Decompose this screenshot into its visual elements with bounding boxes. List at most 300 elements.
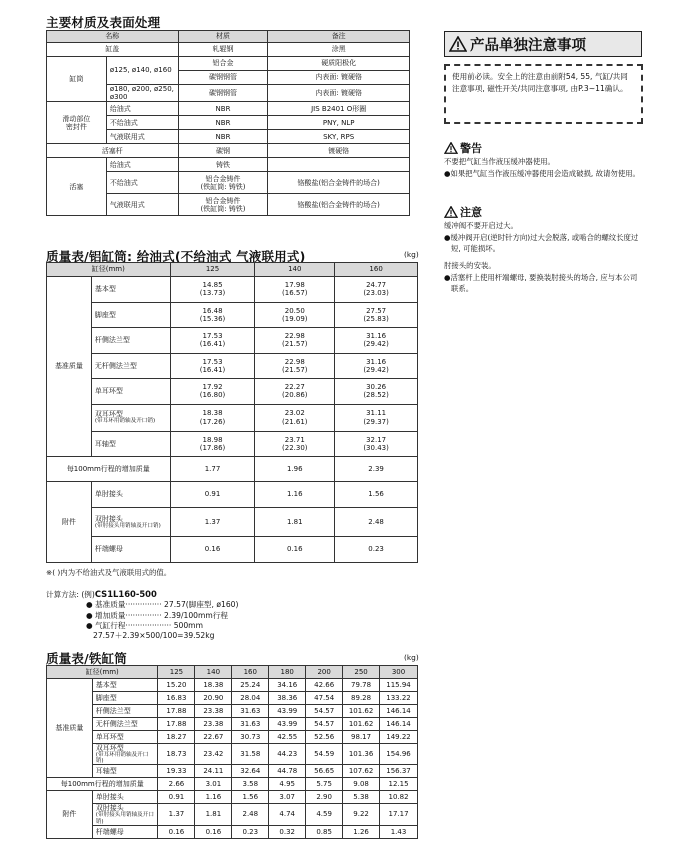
notice-title: 产品单独注意事项 — [470, 37, 586, 54]
table-row — [47, 705, 418, 718]
table-row — [47, 666, 418, 679]
mass-value: 54.57 — [306, 718, 343, 731]
cell: NBR — [178, 130, 268, 144]
mass-value: 25.24 — [232, 679, 269, 692]
cell: 轧辊钢 — [178, 43, 268, 57]
row-name-label: 杆侧法兰型 — [94, 336, 130, 345]
table-row — [47, 431, 418, 457]
mass-value-alt: (29.42) — [363, 340, 389, 349]
mass-value-alt: (22.30) — [282, 443, 308, 452]
cell: 铝合金铸件 (铁缸筒: 铸铁) — [178, 172, 268, 194]
table-row — [47, 263, 418, 277]
mass-value: 20.90 — [195, 692, 232, 705]
mass-value-alt: (30.43) — [363, 443, 389, 452]
row-name — [91, 277, 170, 303]
row-name-label: 基本型 — [95, 680, 117, 689]
cell: 不给油式 — [106, 116, 178, 130]
materials-table — [46, 30, 410, 216]
acc-value: 0.23 — [335, 537, 418, 563]
mass-value: 146.14 — [380, 705, 418, 718]
materials-header-name: 名称 — [47, 31, 179, 43]
row-name-label: 杆端螺母 — [94, 545, 123, 554]
mass-value: 17.53 — [202, 332, 223, 341]
row-name — [91, 302, 170, 328]
caution-triangle-icon — [444, 206, 458, 218]
mass-value: 101.62 — [343, 718, 380, 731]
value-cell — [335, 302, 418, 328]
mass-value: 23.38 — [195, 718, 232, 731]
mass-value-alt: (23.03) — [363, 289, 389, 298]
mass-value: 44.23 — [269, 744, 306, 765]
acc-value: 1.81 — [255, 508, 335, 537]
mass-value: 56.65 — [306, 765, 343, 778]
mass-value-alt: (25.83) — [363, 314, 389, 323]
bore-col-header: 200 — [306, 666, 343, 679]
acc-value: 0.32 — [269, 825, 306, 838]
mass-value: 15.20 — [158, 679, 195, 692]
cell: 碳钢 — [178, 144, 268, 158]
row-name — [92, 731, 158, 744]
row-name — [92, 825, 158, 838]
mass-value: 19.33 — [158, 765, 195, 778]
calc-line: ● 基准质量··············· 27.57(脚座型, ø160) — [86, 600, 239, 610]
mass-value: 20.50 — [284, 306, 305, 315]
cell: ø125, ø140, ø160 — [106, 57, 178, 85]
mass-value-alt: (16.41) — [199, 340, 226, 349]
table-row — [47, 765, 418, 778]
acc-value: 17.17 — [380, 804, 418, 825]
row-name — [92, 718, 158, 731]
value-cell — [335, 353, 418, 379]
row-name — [92, 679, 158, 692]
cell: 铝合金铸件 (铁缸筒: 铸铁) — [178, 194, 268, 216]
bore-col-header: 140 — [255, 263, 335, 277]
row-name-sub: (带肘接头用销轴及开口销) — [95, 812, 154, 825]
row-name — [92, 744, 158, 765]
add-value: 1.96 — [255, 457, 335, 482]
row-label: 缸筒 — [47, 57, 107, 102]
mass-value: 23.42 — [195, 744, 232, 765]
row-name — [92, 765, 158, 778]
acc-value: 1.43 — [380, 825, 418, 838]
mass-value: 18.73 — [158, 744, 195, 765]
acc-value: 4.59 — [306, 804, 343, 825]
mass-value: 31.63 — [232, 718, 269, 731]
acc-value: 2.48 — [232, 804, 269, 825]
acc-value: 0.16 — [158, 825, 195, 838]
caution-line: ●活塞杆上使用杆端螺母, 要换装肘接头的场合, 应与本公司联系。 — [444, 273, 638, 293]
mass-value-alt: (29.42) — [363, 365, 389, 374]
value-cell — [255, 302, 335, 328]
mass-value: 31.63 — [232, 705, 269, 718]
bore-col-header: 250 — [343, 666, 380, 679]
value-cell — [170, 353, 255, 379]
mass-value: 24.11 — [195, 765, 232, 778]
row-name — [91, 537, 170, 563]
add-value: 9.08 — [343, 778, 380, 791]
row-name-label: 脚座型 — [94, 310, 116, 319]
mass-value-alt: (21.57) — [282, 365, 308, 374]
cell: 碳钢钢管 — [178, 85, 268, 102]
cell: 碳钢钢管 — [178, 71, 268, 85]
row-name-label: 耳轴型 — [95, 767, 117, 776]
mass-value: 31.58 — [232, 744, 269, 765]
mass-value: 31.16 — [366, 332, 387, 341]
mass-value: 32.64 — [232, 765, 269, 778]
mass-value: 54.59 — [306, 744, 343, 765]
mass-value-alt: (17.26) — [199, 417, 226, 426]
warning-line: 不要把气缸当作液压缓冲器使用。 — [444, 157, 555, 166]
value-cell — [170, 379, 255, 405]
bore-col-header: 140 — [195, 666, 232, 679]
cell: 镀硬铬 — [268, 144, 410, 158]
row-label: 活塞 — [47, 158, 107, 216]
mass-value: 79.78 — [343, 679, 380, 692]
cell: 给油式 — [106, 158, 178, 172]
acc-value: 1.37 — [170, 508, 255, 537]
table-row — [47, 302, 418, 328]
value-cell — [170, 277, 255, 303]
mass-value: 89.28 — [343, 692, 380, 705]
warning-title: 警告 — [460, 142, 482, 155]
mass-value: 156.37 — [380, 765, 418, 778]
row-name-sub: (带肘接头用销轴及开口销) — [94, 522, 161, 529]
mass-value: 42.66 — [306, 679, 343, 692]
table-row — [47, 277, 418, 303]
mass-value-alt: (16.57) — [282, 289, 308, 298]
cell: NBR — [178, 102, 268, 116]
mass-value-alt: (16.80) — [199, 391, 226, 400]
table-row — [47, 404, 418, 431]
caution-line: 缓冲阀不要开启过大。 — [444, 221, 518, 230]
mass-value: 17.53 — [202, 357, 223, 366]
mass-value: 18.98 — [202, 435, 223, 444]
cell: 铝合金 — [178, 57, 268, 71]
cell: 内表面: 镀硬铬 — [268, 85, 410, 102]
acc-value: 2.90 — [306, 791, 343, 804]
acc-value: 0.16 — [195, 825, 232, 838]
mass-value: 98.17 — [343, 731, 380, 744]
mass-value-alt: (21.57) — [282, 340, 308, 349]
table-row — [47, 718, 418, 731]
mass-value: 101.36 — [343, 744, 380, 765]
mass-value: 28.04 — [232, 692, 269, 705]
value-cell — [335, 431, 418, 457]
row-name-label: 杆端螺母 — [95, 827, 124, 836]
mass-value: 32.17 — [366, 435, 387, 444]
mass-value: 107.62 — [343, 765, 380, 778]
acc-value: 1.16 — [195, 791, 232, 804]
calc-title: 计算方法: (例) — [46, 590, 95, 599]
alu-unit: (kg) — [404, 250, 419, 259]
bore-col-header: 180 — [269, 666, 306, 679]
mass-value: 31.11 — [366, 409, 387, 418]
add-value: 2.66 — [158, 778, 195, 791]
mass-value: 27.57 — [366, 306, 387, 315]
materials-header-material: 材质 — [178, 31, 268, 43]
add-value: 12.15 — [380, 778, 418, 791]
cell: JIS B2401 O形圈 — [268, 102, 410, 116]
cell: PNY, NLP — [268, 116, 410, 130]
value-cell — [255, 277, 335, 303]
cell: 活塞杆 — [47, 144, 179, 158]
acc-value: 0.16 — [170, 537, 255, 563]
value-cell — [170, 328, 255, 354]
mass-value-alt: (21.61) — [282, 417, 308, 426]
row-name-label: 杆侧法兰型 — [95, 706, 131, 715]
table-row — [47, 457, 418, 482]
cell: 气液联用式 — [106, 194, 178, 216]
caution-line: ●缓冲阀开启(逆时针方向)过大会脱落, 或啮合的螺纹长度过短, 可能损坏。 — [444, 233, 639, 253]
materials-title: 主要材质及表面处理 — [46, 15, 161, 30]
mass-value: 18.38 — [202, 409, 223, 418]
row-name-label: 单耳环型 — [95, 732, 124, 741]
mass-value: 54.57 — [306, 705, 343, 718]
row-name-label: 双耳环型 — [95, 744, 124, 752]
mass-value: 16.83 — [158, 692, 195, 705]
bore-header: 缸径(mm) — [47, 263, 171, 277]
calc-block — [46, 589, 238, 641]
mass-value: 23.38 — [195, 705, 232, 718]
iron-unit: (kg) — [404, 653, 419, 662]
add-value: 4.95 — [269, 778, 306, 791]
mass-value: 23.02 — [284, 409, 305, 418]
acc-value: 0.91 — [158, 791, 195, 804]
acc-value: 0.91 — [170, 482, 255, 508]
mass-value-alt: (19.09) — [282, 314, 308, 323]
mass-value: 47.54 — [306, 692, 343, 705]
row-name — [91, 482, 170, 508]
table-row — [47, 353, 418, 379]
bore-col-header: 160 — [232, 666, 269, 679]
row-name-sub: (带耳环用销轴及开口销) — [94, 418, 156, 425]
add-value: 1.77 — [170, 457, 255, 482]
row-name-label: 基本型 — [94, 285, 116, 294]
table-row — [47, 482, 418, 508]
acc-value: 1.56 — [232, 791, 269, 804]
alu-title: 质量表/铝缸筒: 给油式(不给油式 气液联用式) — [46, 249, 306, 264]
mass-value: 31.16 — [366, 357, 387, 366]
mass-value: 22.98 — [284, 357, 305, 366]
bore-header: 缸径(mm) — [47, 666, 158, 679]
add-value: 3.01 — [195, 778, 232, 791]
value-cell — [335, 404, 418, 431]
acc-value: 3.07 — [269, 791, 306, 804]
cell: NBR — [178, 116, 268, 130]
row-name — [92, 791, 158, 804]
value-cell — [255, 353, 335, 379]
mass-value: 23.71 — [284, 435, 305, 444]
acc-value: 1.37 — [158, 804, 195, 825]
mass-value-alt: (17.86) — [199, 443, 226, 452]
warning-triangle-icon — [444, 142, 458, 154]
bore-col-header: 300 — [380, 666, 418, 679]
mass-value: 30.26 — [366, 383, 387, 392]
notice-title-box — [444, 31, 642, 57]
acc-value: 2.48 — [335, 508, 418, 537]
mass-value: 22.67 — [195, 731, 232, 744]
acc-value: 1.26 — [343, 825, 380, 838]
row-name-label: 耳轴型 — [94, 439, 116, 448]
row-name — [92, 804, 158, 825]
acc-value: 0.16 — [255, 537, 335, 563]
mass-value: 17.88 — [158, 718, 195, 731]
row-name-label: 无杆侧法兰型 — [94, 361, 137, 370]
acc-value: 9.22 — [343, 804, 380, 825]
value-cell — [335, 379, 418, 405]
mass-value: 18.27 — [158, 731, 195, 744]
warning-line: ●如果把气缸当作液压缓冲器使用会造成破损, 故请勿使用。 — [444, 169, 640, 178]
add-label: 每100mm行程的增加质量 — [47, 457, 171, 482]
mass-value: 43.99 — [269, 705, 306, 718]
mass-value: 14.85 — [202, 281, 223, 290]
mass-value: 17.92 — [202, 383, 223, 392]
row-name — [91, 404, 170, 431]
cell: 给油式 — [106, 102, 178, 116]
add-value: 2.39 — [335, 457, 418, 482]
table-row — [47, 537, 418, 563]
mass-value: 24.77 — [366, 281, 387, 290]
mass-value: 17.88 — [158, 705, 195, 718]
table-row — [47, 791, 418, 804]
table-row — [47, 679, 418, 692]
table-row — [47, 825, 418, 838]
bore-col-header: 160 — [335, 263, 418, 277]
row-name-label: 双肘接头 — [94, 514, 123, 523]
row-name-label: 无杆侧法兰型 — [95, 719, 138, 728]
value-cell — [170, 302, 255, 328]
value-cell — [255, 379, 335, 405]
row-name-label: 双耳环型 — [94, 410, 123, 419]
mass-value: 18.38 — [195, 679, 232, 692]
cell: 内表面: 镀硬铬 — [268, 71, 410, 85]
mass-value-alt: (28.52) — [363, 391, 389, 400]
acc-value: 0.85 — [306, 825, 343, 838]
value-cell — [170, 404, 255, 431]
iron-table — [46, 665, 418, 839]
mass-value: 146.14 — [380, 718, 418, 731]
mass-value-alt: (13.73) — [199, 289, 226, 298]
acc-value: 5.38 — [343, 791, 380, 804]
group-label: 基准质量 — [47, 277, 92, 457]
bore-col-header: 125 — [170, 263, 255, 277]
row-name — [91, 328, 170, 354]
iron-title: 质量表/铁缸筒 — [46, 651, 127, 666]
calc-model: CS1L160-500 — [94, 589, 157, 599]
mass-value: 154.96 — [380, 744, 418, 765]
calc-line: ● 增加质量··············· 2.39/100mm行程 — [86, 610, 228, 620]
cell: SKY, RPS — [268, 130, 410, 144]
mass-value-alt: (20.86) — [282, 391, 308, 400]
value-cell — [335, 328, 418, 354]
add-label: 每100mm行程的增加质量 — [47, 778, 158, 791]
mass-value: 42.55 — [269, 731, 306, 744]
bore-col-header: 125 — [158, 666, 195, 679]
row-name-sub: (带耳环用销轴及开口销) — [95, 752, 149, 765]
mass-value: 115.94 — [380, 679, 418, 692]
add-value: 3.58 — [232, 778, 269, 791]
caution-title: 注意 — [460, 206, 482, 219]
cell: 铬酸盐(铝合金铸件的场合) — [268, 172, 410, 194]
table-row — [47, 744, 418, 765]
table-row — [47, 778, 418, 791]
value-cell — [255, 404, 335, 431]
acc-value: 1.56 — [335, 482, 418, 508]
cell: 缸盖 — [47, 43, 179, 57]
cell: 气液联用式 — [106, 130, 178, 144]
caution-heading — [444, 204, 482, 220]
row-name-label: 双肘接头 — [95, 804, 124, 813]
row-name — [91, 431, 170, 457]
warning-heading — [444, 140, 482, 156]
acc-value: 1.16 — [255, 482, 335, 508]
cell: 铬酸盐(铝合金铸件的场合) — [268, 194, 410, 216]
cell: 铸铁 — [178, 158, 268, 172]
group-label: 基准质量 — [47, 679, 93, 778]
calc-result: 27.57＋2.39×500/100=39.52kg — [93, 631, 215, 641]
cell: 涂黑 — [268, 43, 410, 57]
cell: ø180, ø200, ø250, ø300 — [106, 85, 178, 102]
warning-triangle-icon — [449, 36, 467, 52]
row-label: 滑动部位 密封件 — [47, 102, 107, 144]
value-cell — [170, 431, 255, 457]
cell — [268, 158, 410, 172]
row-name-label: 脚座型 — [95, 693, 117, 702]
value-cell — [255, 328, 335, 354]
table-row — [47, 731, 418, 744]
row-name — [92, 705, 158, 718]
add-value: 5.75 — [306, 778, 343, 791]
table-row — [47, 692, 418, 705]
mass-value-alt: (15.36) — [199, 314, 226, 323]
mass-value: 44.78 — [269, 765, 306, 778]
group-label: 附件 — [47, 482, 92, 563]
value-cell — [255, 431, 335, 457]
row-name-label: 单肘接头 — [95, 793, 124, 802]
mass-value: 133.22 — [380, 692, 418, 705]
alu-footnote: ※( )内为不给油式及气液联用式的值。 — [46, 568, 172, 577]
row-name — [91, 379, 170, 405]
mass-value: 16.48 — [202, 306, 223, 315]
row-name-label: 单肘接头 — [94, 490, 123, 499]
cell: 不给油式 — [106, 172, 178, 194]
mass-value: 22.27 — [284, 383, 305, 392]
caution-line: 肘接头的安装。 — [444, 261, 496, 270]
alu-table — [46, 262, 418, 563]
mass-value: 30.73 — [232, 731, 269, 744]
acc-value: 10.82 — [380, 791, 418, 804]
row-name-label: 单耳环型 — [94, 387, 123, 396]
row-name — [91, 353, 170, 379]
group-label: 附件 — [47, 791, 93, 838]
table-row — [47, 379, 418, 405]
row-name — [91, 508, 170, 537]
acc-value: 0.23 — [232, 825, 269, 838]
mass-value: 52.56 — [306, 731, 343, 744]
mass-value: 22.98 — [284, 332, 305, 341]
mass-value-alt: (16.41) — [199, 365, 226, 374]
cell: 硬质阳极化 — [268, 57, 410, 71]
row-name — [92, 692, 158, 705]
calc-line: ● 气缸行程··················· 500mm — [86, 620, 203, 630]
mass-value: 149.22 — [380, 731, 418, 744]
acc-value: 4.74 — [269, 804, 306, 825]
value-cell — [335, 277, 418, 303]
mass-value: 38.36 — [269, 692, 306, 705]
materials-header-remark: 备注 — [268, 31, 410, 43]
mass-value: 17.98 — [284, 281, 305, 290]
mass-value: 34.16 — [269, 679, 306, 692]
